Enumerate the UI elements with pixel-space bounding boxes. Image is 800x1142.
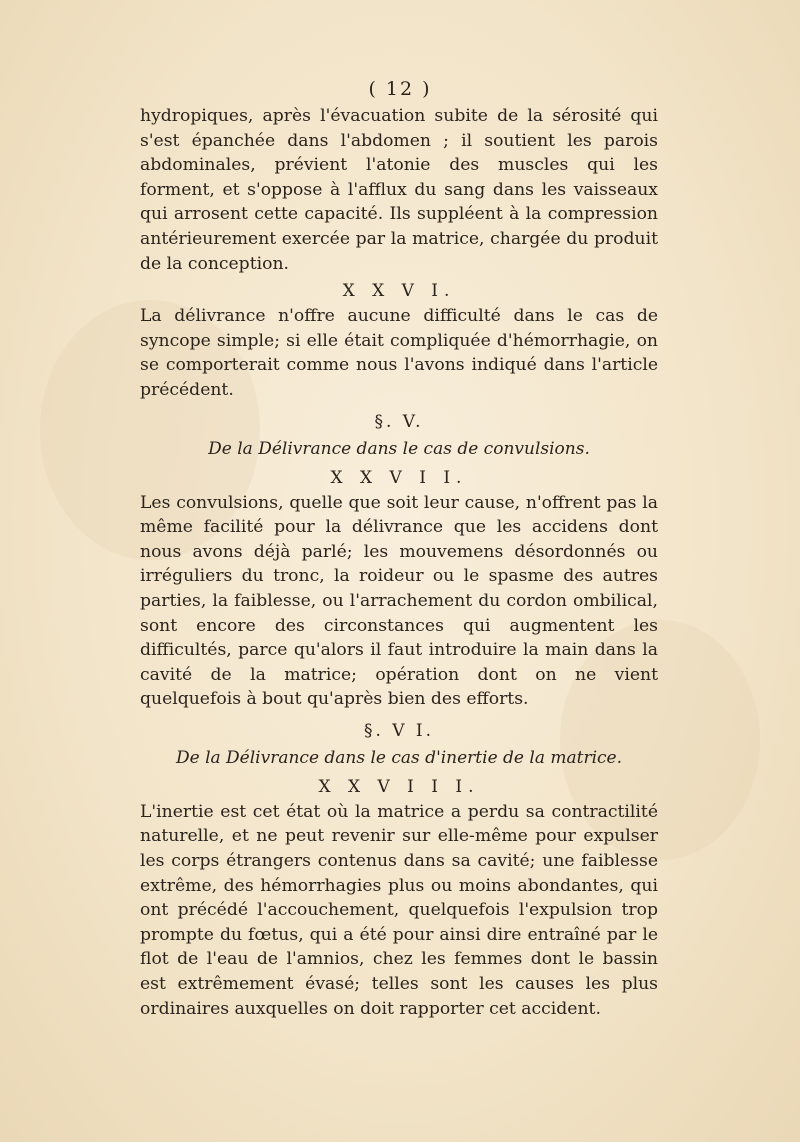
section-heading: §. V I.	[363, 720, 435, 741]
paragraph: L'inertie est cet état où la matrice a perdu sa contractilité naturelle, et ne peut revenir sur elle-même pour expulser les corps étrangers contenus dans sa cavité; une faiblesse extrême, des hémorrhagies plus ou moins abondantes, qui ont précédé l'accouchement, quelquefois l'expulsion trop prompte du fœtus, qui a été pour ainsi dire entraîné par le flot de l'eau de l'amnios, chez les femmes dont le bassin est extrêmement évasé; telles sont les causes les plus ordinaires auxquelles on doit rapporter cet accident.	[140, 801, 658, 1019]
page-number: ( 12 )	[368, 78, 432, 100]
article-number: X X V I I I.	[318, 776, 480, 797]
text-body	[140, 104, 658, 1021]
paragraph: La délivrance n'offre aucune difficulté dans le cas de syncope simple; si elle était compliquée d'hémorrhagie, on se comporterait comme nous l'avons indiqué dans l'article précédent.	[140, 306, 658, 400]
section-heading: §. V.	[374, 411, 424, 432]
paragraph: Les convulsions, quelle que soit leur cause, n'offrent pas la même facilité pour la délivrance que les accidens dont nous avons déjà parlé; les mouvemens désordonnés ou irréguliers du tronc, la roideur ou le spasme des autres parties, la faiblesse, ou l'arrachement du cordon ombilical, sont encore des circonstances qui augmentent les difficultés, parce qu'alors il faut introduire la main dans la cavité de la matrice; opération dont on ne vient quelquefois à bout qu'après bien des efforts.	[140, 492, 658, 710]
article-number: X X V I I.	[330, 467, 468, 488]
article-number: X X V I.	[342, 281, 456, 302]
section-subtitle: De la Délivrance dans le cas de convulsions.	[208, 438, 590, 459]
section-subtitle: De la Délivrance dans le cas d'inertie de la matrice.	[175, 747, 623, 768]
paragraph: hydropiques, après l'évacuation subite de la sérosité qui s'est épanchée dans l'abdomen ; il soutient les parois abdominales, prévient l'atonie des muscles qui les forment, et s'oppose à l'afflux du sang dans les vaisseaux qui arrosent cette capacité. Ils suppléent à la compression antérieurement exercée par la matrice, chargée du produit de la conception.	[140, 106, 658, 274]
